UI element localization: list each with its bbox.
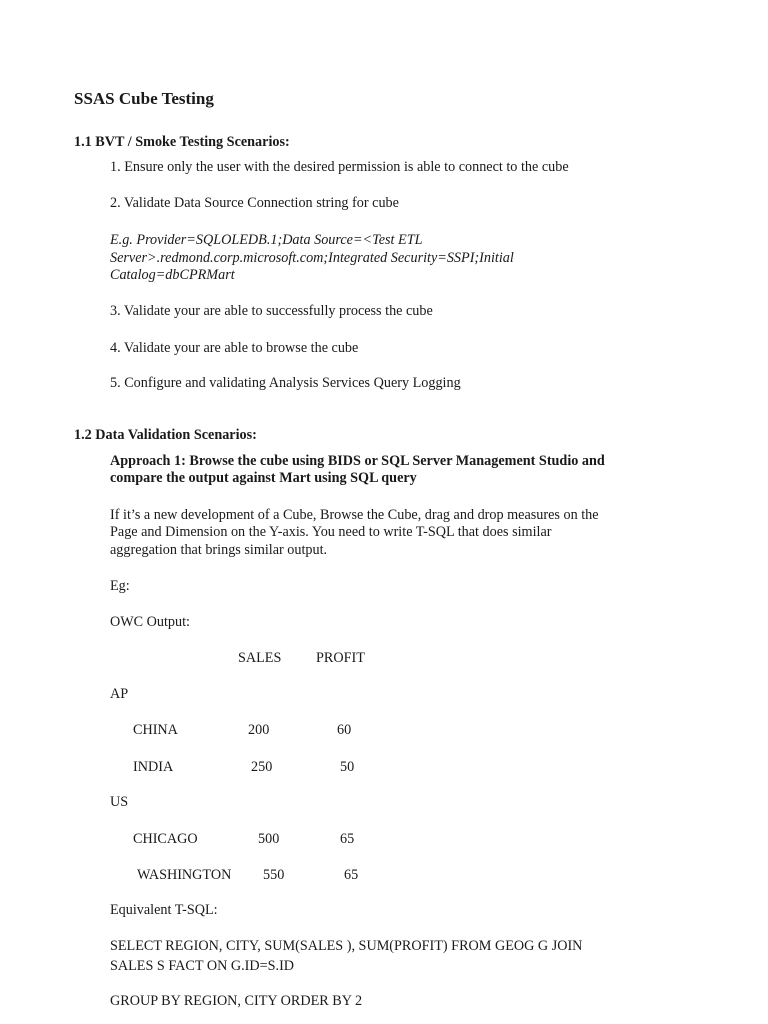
table-row-sales: 500 (258, 831, 280, 847)
table-row-profit: 65 (340, 831, 355, 847)
table-row-city: INDIA (133, 759, 174, 775)
table-row-profit: 50 (340, 759, 355, 775)
list-item: 5. Configure and validating Analysis Services Query Logging (110, 375, 461, 391)
connection-string-line: Server>.redmond.corp.microsoft.com;Integrated Security=SSPI;Initial (110, 250, 514, 266)
list-item: 3. Validate your are able to successfully process the cube (110, 303, 433, 319)
region-label: AP (110, 686, 129, 702)
table-row-city: CHINA (133, 722, 178, 738)
doc-title: SSAS Cube Testing (74, 89, 214, 108)
list-item: 2. Validate Data Source Connection string for cube (110, 195, 399, 211)
table-row-city: WASHINGTON (137, 867, 232, 883)
eg-label: Eg: (110, 578, 130, 594)
table-row-sales: 200 (248, 722, 270, 738)
paragraph-line: aggregation that brings similar output. (110, 542, 328, 558)
sql-line: SELECT REGION, CITY, SUM(SALES ), SUM(PROFIT) FROM GEOG G JOIN (110, 938, 583, 954)
paragraph-line: If it’s a new development of a Cube, Browse the Cube, drag and drop measures on the (110, 507, 599, 523)
list-item: 4. Validate your are able to browse the cube (110, 340, 359, 356)
paragraph-line: Page and Dimension on the Y-axis. You need to write T-SQL that does similar (110, 524, 552, 540)
section-2-heading: 1.2 Data Validation Scenarios: (74, 427, 257, 443)
table-row-profit: 65 (344, 867, 359, 883)
owc-label: OWC Output: (110, 614, 190, 630)
list-item: 1. Ensure only the user with the desired permission is able to connect to the cube (110, 159, 569, 175)
table-header-sales: SALES (238, 650, 282, 666)
connection-string-line: E.g. Provider=SQLOLEDB.1;Data Source=<Test ETL (110, 232, 423, 248)
region-label: US (110, 794, 129, 810)
connection-string-line: Catalog=dbCPRMart (110, 267, 235, 283)
tsql-label: Equivalent T-SQL: (110, 902, 218, 918)
approach-line: compare the output against Mart using SQL query (110, 470, 417, 486)
approach-line: Approach 1: Browse the cube using BIDS or SQL Server Management Studio and (110, 453, 605, 469)
table-row-sales: 550 (263, 867, 285, 883)
table-header-profit: PROFIT (316, 650, 365, 666)
section-1-heading: 1.1 BVT / Smoke Testing Scenarios: (74, 134, 290, 150)
sql-line: GROUP BY REGION, CITY ORDER BY 2 (110, 993, 363, 1009)
table-row-profit: 60 (337, 722, 352, 738)
sql-line: SALES S FACT ON G.ID=S.ID (110, 958, 295, 974)
table-row-sales: 250 (251, 759, 273, 775)
table-row-city: CHICAGO (133, 831, 198, 847)
